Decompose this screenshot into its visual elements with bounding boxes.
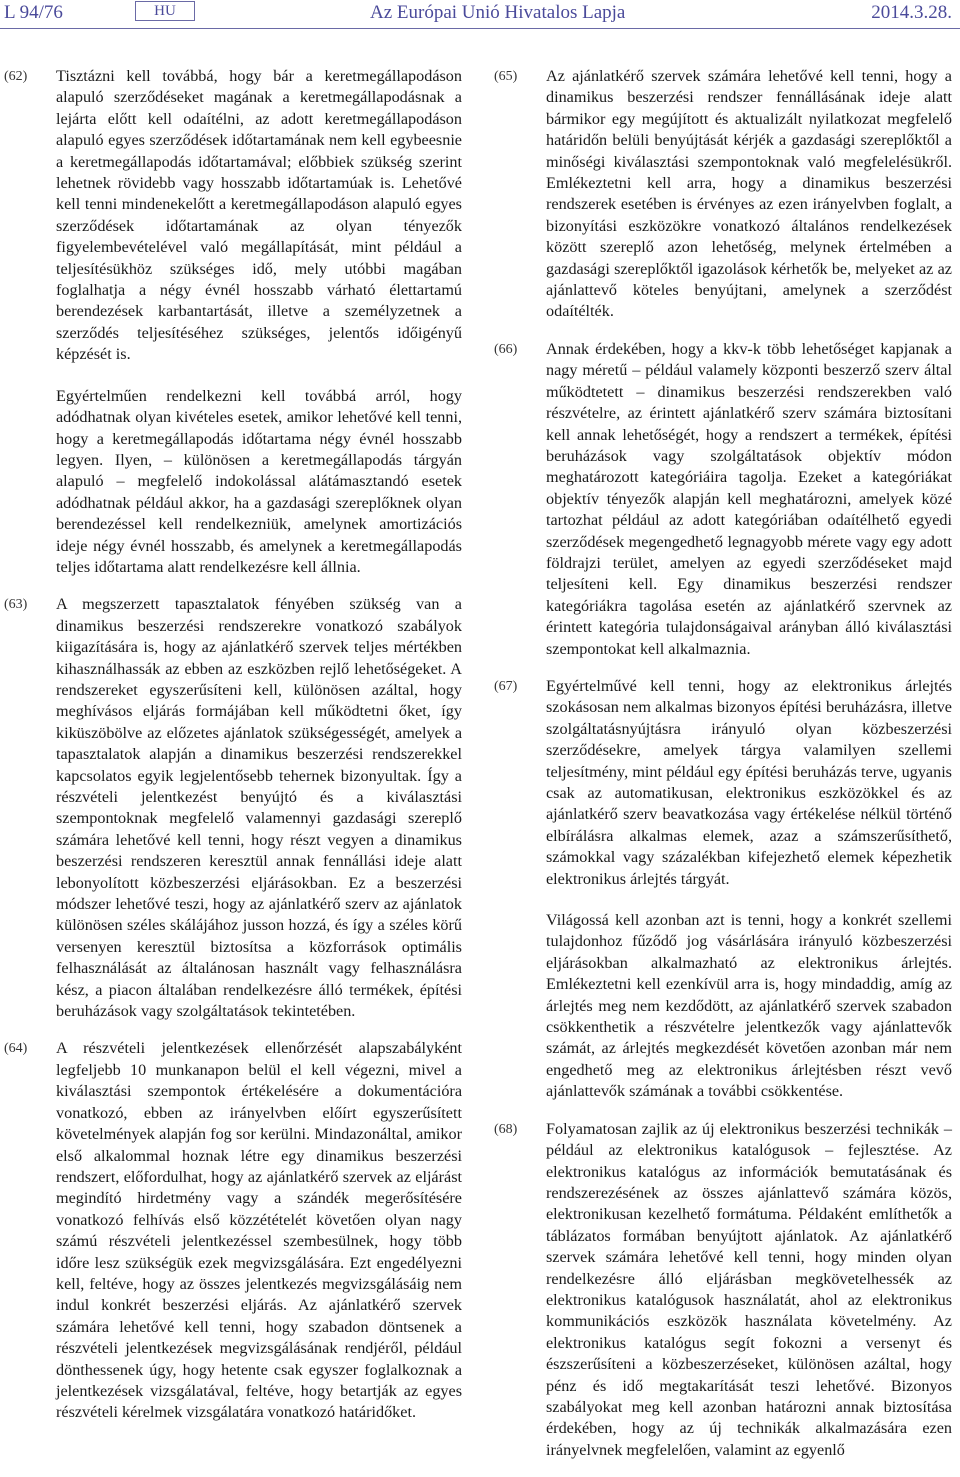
recital-number: (64) — [4, 1041, 28, 1057]
recital-text — [546, 676, 952, 1103]
paragraph: Egyértelműen rendelkezni kell továbbá arról, hogy adódhatnak olyan kivételes esetek, amikor lehetővé kell tenni, hogy a keretmegállapodás időtartama négy évnél hosszabb legyen. Ilyen, – különösen a keretmegállapodás tárgyán alapuló – megfelelő indokolással alátámasztandó esetek adódhatnak például akkor, ha a gazdasági szereplőknek olyan berendezéssel kell rendelkezniük, amelynek amortizációs ideje négy évnél hosszabb, és amelynek a keretmegállapodás teljes időtartama alatt rendelkezésre kell állnia. — [56, 386, 462, 576]
paragraph: Annak érdekében, hogy a kkv-k több lehetőséget kapjanak a nagy méretű – például valamely központi beszerző szerv által működtetett – dinamikus beszerzési rendszerekben való részvételre, az érintett ajánlatkérő szerv számára biztosítani kell annak lehetőségét, hogy a rendszert a termékek, építési beruházások vagy szolgáltatások objektív módon meghatározott kategóriáira tagolja. Ezeket a kategóriákat objektív tényezők alapján kell meghatározni, amelyek közé tartozhat például az adott kategóriában odaítélhető egyedi szerződések megengedhető legnagyobb mérete vagy egy adott földrajzi terület, amelyen az egyedi szerződéseket majd teljesíteni kell. Egy dinamikus beszerzési rendszer kategóriákra tagolása esetén az ajánlatkérő szervnek az érintett kategória tulajdonságaival arányban álló kiválasztási szempontokat kell alkalmaznia. — [546, 339, 952, 658]
paragraph: Tisztázni kell továbbá, hogy bár a keretmegállapodáson alapuló szerződéseket magának a keretmegállapodásnak a lejárta előtt kell odaítélni, az adott keretmegállapodáson alapuló egyes szerződések időtartamának nem kell egybeesnie a keretmegállapodás időtartamával; előbbiek szükség szerint lehetnek rövidebb vagy hosszabb időtartamúak is. Lehetővé kell tenni mindenekelőtt a keretmegállapodáson alapuló egyes szerződések időtartamának az olyan tényezők figyelembevételével való megállapítását, mint például a teljesítésükhöz szükséges idő, mely utóbbi magában foglalhatja a négy évnél hosszabb várható élettartamú berendezések karbantartását, illetve a személyzetnek a szerződés teljesítéséhez szükséges, jelentős időigényű képzését is. — [56, 67, 462, 364]
recital-number: (66) — [494, 341, 518, 357]
right-column — [494, 66, 952, 1477]
paragraph: Egyértelművé kell tenni, hogy az elektronikus árlejtés szokásosan nem alkalmas bizonyos építési beruházásra, illetve szolgáltatásnyújtásra irányuló olyan közbeszerzési szerződésekre, amelyek tárgya valamilyen szellemi teljesítmény, mint például egy építési beruházás terve, ugyanis csak az automatikusan, elektronikus eszközökkel és az ajánlatkérő szerv beavatkozása vagy értékelése nélkül történő elbírálásra alkalmas elemek, azaz a számszerűsíthető, számokkal vagy százalékban kifejezhető elemek képezhetik elektronikus árlejtés tárgyát. — [546, 676, 952, 888]
recital-text — [546, 66, 952, 323]
issue-date: 2014.3.28. — [871, 2, 952, 23]
paragraph: Az ajánlatkérő szervek számára lehetővé kell tenni, hogy a dinamikus beszerzési rendszer fennállásának ideje alatt bármikor egy megújított és aktualizált nyilatkozat megfelelő határidőn belüli benyújtását kérjék a gazdasági szereplőktől a minőségi kiválasztási szempontoknak való megfelelésükről. Emlékeztetni kell arra, hogy a dinamikus beszerzési rendszerek esetében is érvényes az ezen irányelvben foglalt, a bizonyítási eszközökre vonatkozó általános rendelkezések között szereplő azon lehetőség, melynek értelmében a gazdasági szereplőktől igazolások kérhetők be, melyeket az az ajánlattevő köteles benyújtani, amelynek a szerződést odaítélték. — [546, 67, 952, 321]
recital-64 — [4, 1038, 462, 1423]
recital-68 — [494, 1119, 952, 1462]
paragraph: Folyamatosan zajlik az új elektronikus beszerzési technikák – például az elektronikus katalógusok – fejlesztése. Az elektronikus katalógus az információk bemutatásának és rendszerezésének az összes ajánlattevő számára közös, elektronikusan kezelhető formátuma. Példaként említhetők a táblázatos formában benyújtott ajánlatok. Az ajánlatkérő szervek számára lehetővé kell tenni, hogy minden olyan rendelkezésre álló eljárásban megkövetelhessék az elektronikus katalógusok használatát, ahol az elektronikus kommunikációs eszközök használata követelmény. Az elektronikus katalógus segít fokozni a versenyt és észszerűsíteni a közbeszerzéseket, különösen azáltal, hogy pénz és idő megtakarítását teszi lehetővé. Bizonyos szabályokat meg kell azonban határozni annak biztosítása érdekében, hogy az új technikák alkalmazására ezen irányelvnek megfelelően, valamint az egyenlő — [546, 1119, 952, 1459]
page-number: L 94/76 — [4, 2, 63, 23]
language-badge: HU — [135, 1, 195, 21]
journal-title: Az Európai Unió Hivatalos Lapja — [370, 2, 626, 23]
left-column — [4, 66, 462, 1440]
recital-number: (63) — [4, 597, 28, 613]
recital-62 — [4, 66, 462, 578]
paragraph: A megszerzett tapasztalatok fényében szükség van a dinamikus beszerzési rendszerekre vonatkozó szabályok kiigazítására is, hogy az ajánlatkérő szervek teljes mértékben kihasználhassák az ebben az eszközben rejlő lehetőségeket. A rendszereket egyszerűsíteni kell, különösen azáltal, hogy meghívásos eljárás formájában kell működtetni őket, így kiküszöbölve az előzetes ajánlatok szükségességét, amelyek a tapasztalatok alapján a dinamikus beszerzési rendszerekkel kapcsolatos egyik legjelentősebb tehernek bizonyultak. Így a részvételi jelentkezést benyújtó és a kiválasztási szempontoknak megfelelő valamennyi gazdasági szereplő számára lehetővé kell tenni, hogy részt vegyen a dinamikus beszerzési rendszeren keresztül annak fennállási ideje alatt lebonyolított közbeszerzési eljárásokban. Ez a beszerzési módszer lehetővé teszi, hogy az ajánlatkérő szerv az ajánlatok különösen széles skálájához jusson hozzá, és így a széles körű versenyen keresztül biztosítsa a közforrások optimális felhasználását az általánosan használt vagy felhasználásra kész, a piacon általában rendelkezésre álló termékek, építési beruházások vagy szolgáltatások tekintetében. — [56, 595, 462, 1021]
recital-63 — [4, 594, 462, 1022]
recital-number: (67) — [494, 678, 518, 694]
recital-number: (65) — [494, 69, 518, 84]
recital-text — [56, 66, 462, 578]
recital-67 — [494, 676, 952, 1103]
paragraph: Világossá kell azonban azt is tenni, hogy a konkrét szellemi tulajdonhoz fűződő jog vásárlására irányuló közbeszerzési eljárásokban alkalmazható az elektronikus árlejtés. Emlékeztetni kell ezenkívül arra is, hogy mindaddig, amíg az árlejtés meg nem kezdődött, az ajánlatkérő szervek szabadon csökkenthetik a részvételre jelentkezők vagy ajánlattevők számát, az árlejtés megkezdését követően azonban már nem engedhető meg az elektronikus árlejtésben részt vevő ajánlattevők számának a további csökkentése. — [546, 911, 952, 1101]
recital-number: (62) — [4, 69, 28, 84]
recital-text — [56, 594, 462, 1022]
recital-text — [546, 1119, 952, 1462]
recital-number: (68) — [494, 1121, 518, 1137]
recital-66 — [494, 339, 952, 660]
recital-text — [546, 339, 952, 660]
recital-65 — [494, 66, 952, 323]
page-header — [0, 0, 960, 32]
paragraph: A részvételi jelentkezések ellenőrzését alapszabályként legfeljebb 10 munkanapon belül el kell végezni, mivel a kiválasztási szempontok értékelésére a dokumentációra vonatkozó, ebben az irányelvben előírt egyszerűsített követelmények alapján fog sor kerülni. Mindazonáltal, amikor első alkalommal hoznak létre egy dinamikus beszerzési rendszert, előfordulhat, hogy az ajánlatkérő szervek az eljárást megindító hirdetmény vagy a szándék megerősítésére vonatkozó felhívás első közzétételét követően olyan nagy számú részvételi jelentkezéssel szembesülnek, hogy több időre lesz szükségük ezek megvizsgálására. Ezt engedélyezni kell, feltéve, hogy az összes jelentkezés megvizsgálásáig nem indul konkrét beszerzési eljárás. Az ajánlatkérő szervek számára lehetővé kell tenni, hogy szabadon döntsenek a részvételi jelentkezések megvizsgálásának rendjéről, például dönthessenek úgy, hogy hetente csak egyszer foglalkoznak a jelentkezések vizsgálatával, feltéve, hogy betartják az egyes részvételi kérelmek vizsgálatára vonatkozó határidőket. — [56, 1039, 462, 1422]
recital-text — [56, 1038, 462, 1423]
header-divider — [0, 28, 960, 29]
